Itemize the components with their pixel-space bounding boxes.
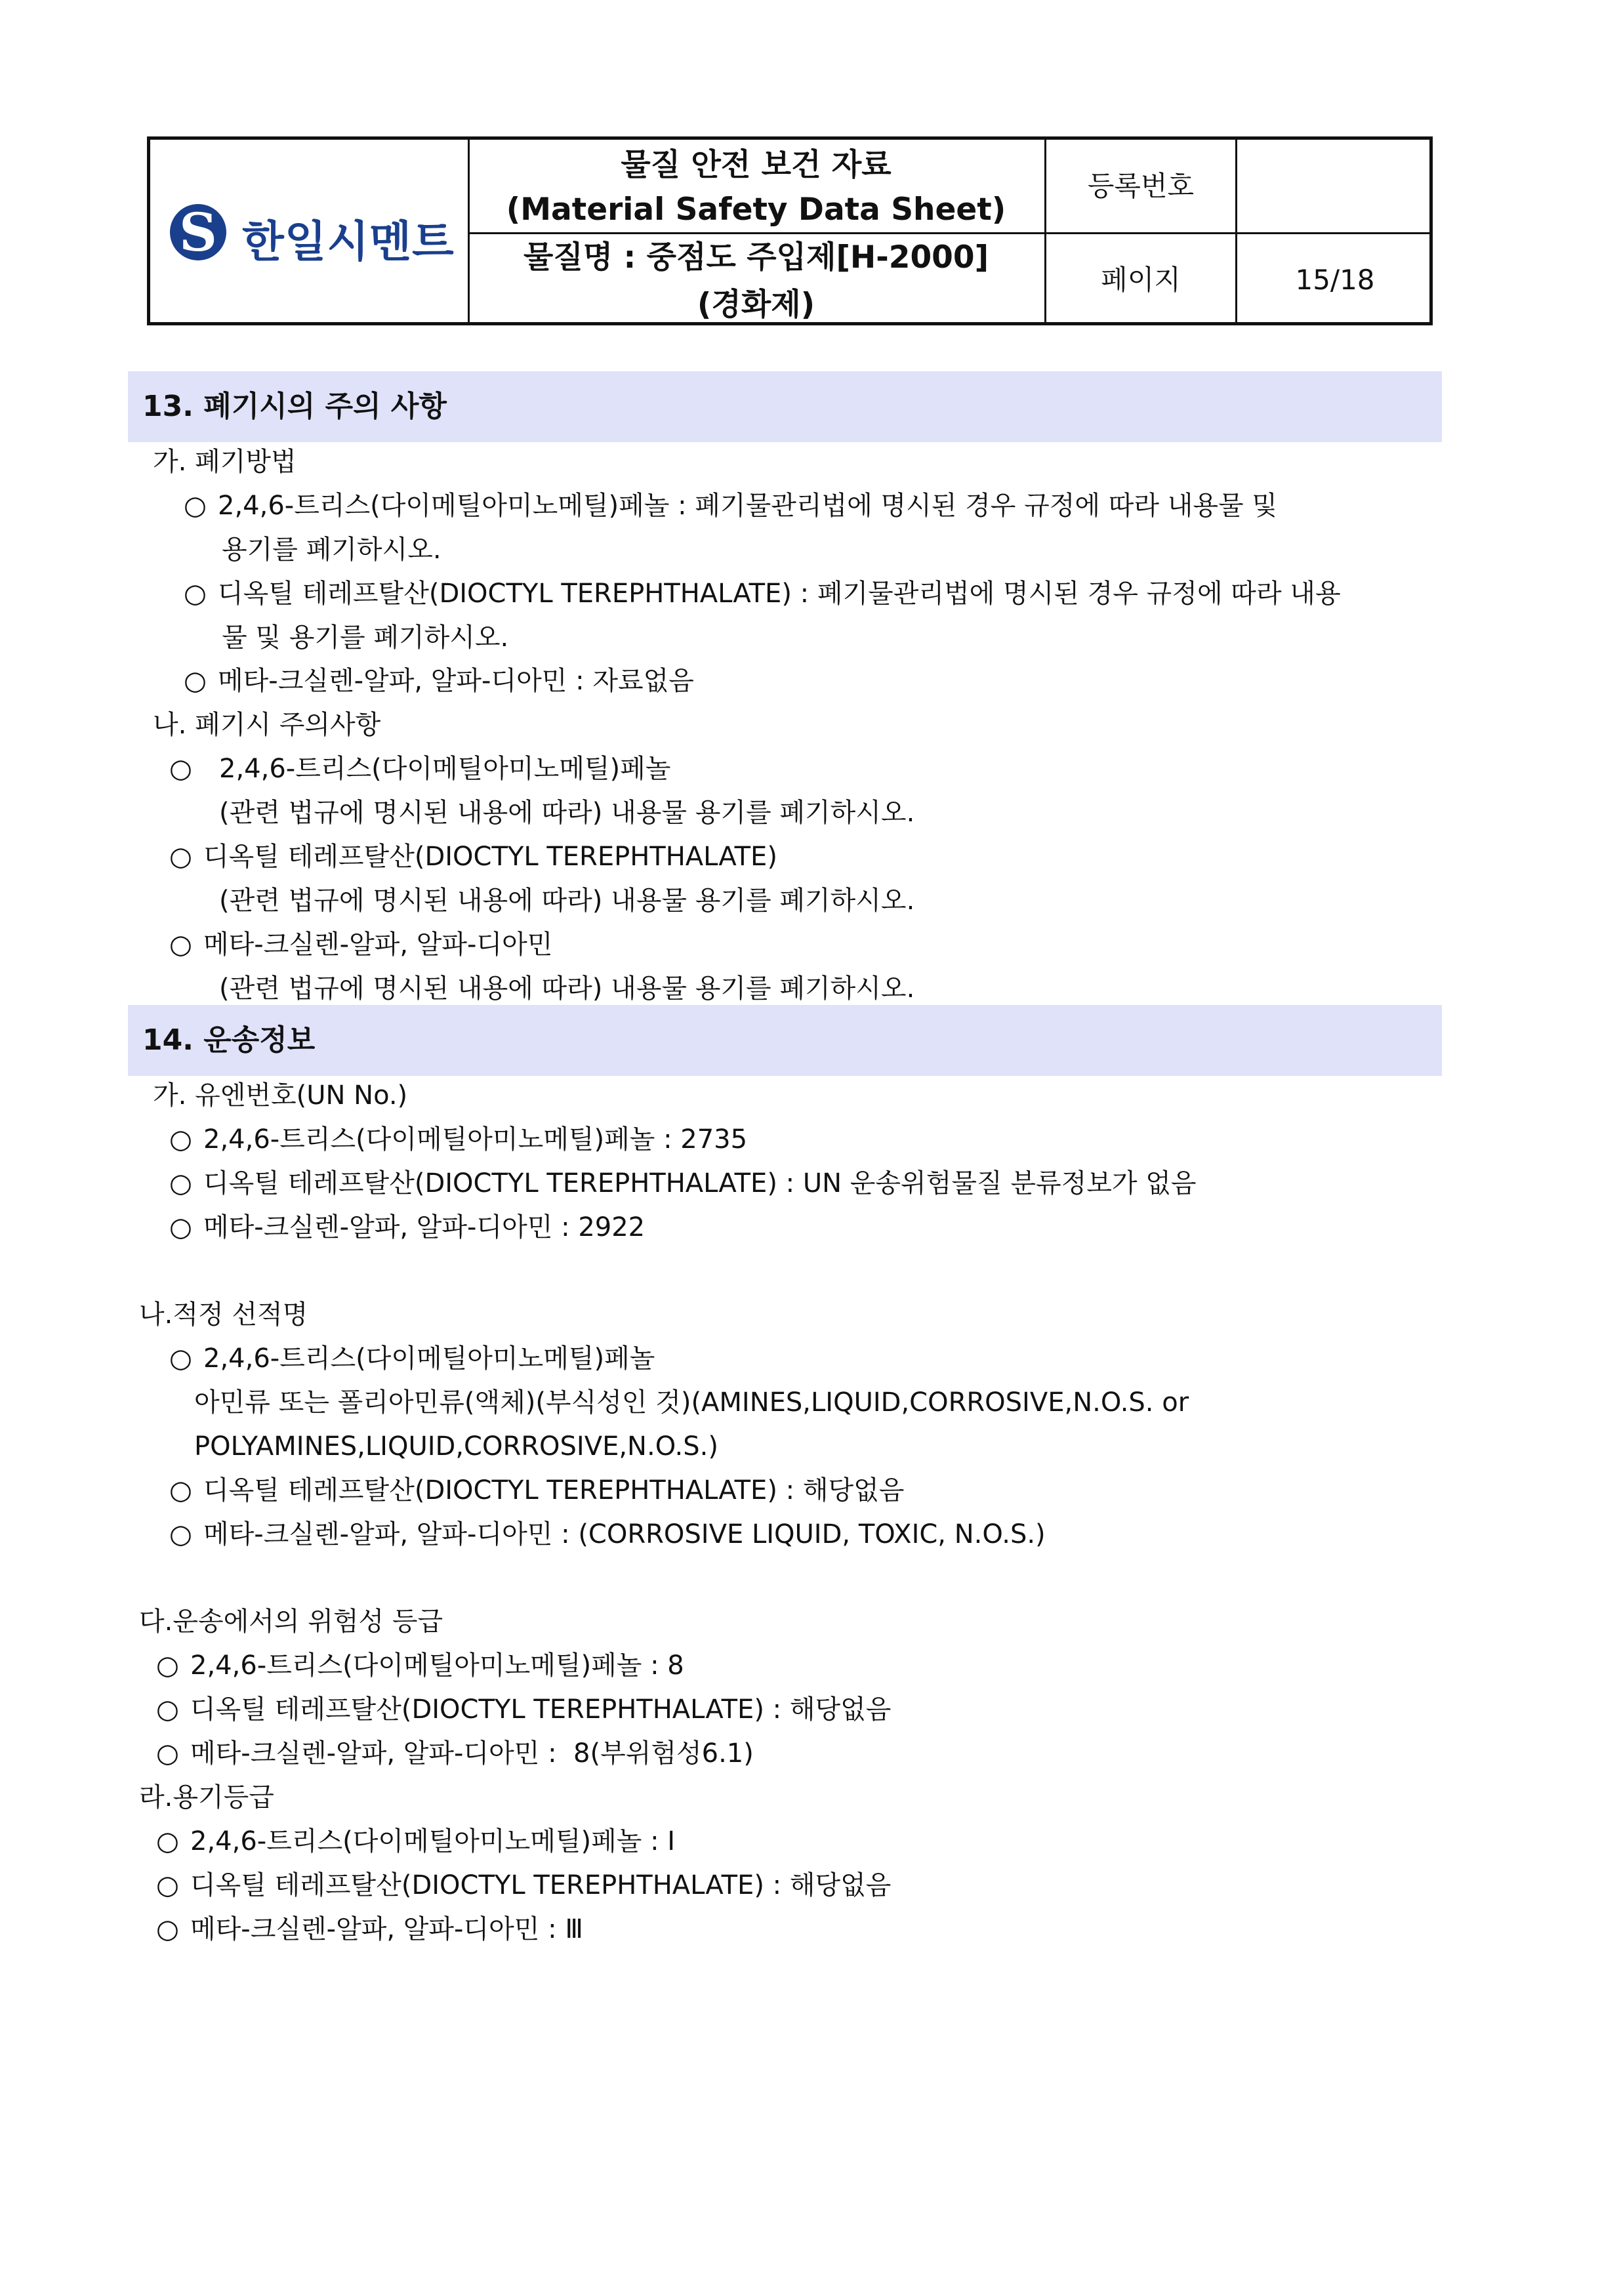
bullet-icon: ○ [156,1914,179,1944]
section-13-title: 13. 폐기시의 주의 사항 [142,390,447,423]
sec13-b-title: 나. 폐기시 주의사항 [153,710,381,740]
bullet-icon: ○ [156,1738,179,1769]
list-item: ○ 메타-크실렌-알파, 알파-디아민 : (CORROSIVE LIQUID, TOXIC, N.O.S.) [169,1515,1046,1554]
bullet-icon: ○ [156,1694,179,1725]
bullet-icon: ○ [169,754,192,784]
sec14-c-title: 다.운송에서의 위험성 등급 [139,1607,443,1637]
bullet-icon: ○ [156,1650,179,1681]
bullet-icon: ○ [184,666,207,696]
list-item: ○ 메타-크실렌-알파, 알파-디아민 : 2922 [169,1208,645,1247]
list-item: ○ 2,4,6-트리스(다이메틸아미노메틸)페놀 : 8 [156,1646,684,1685]
product-line1: 물질명 : 중점도 주입제[H-2000] [523,239,989,276]
title-ko: 물질 안전 보건 자료 [621,147,892,183]
bullet-icon: ○ [169,1124,192,1155]
reg-number-value [1237,140,1433,232]
bullet-icon: ○ [169,1168,192,1199]
list-item: ○ 2,4,6-트리스(다이메틸아미노메틸)페놀 : Ⅰ [156,1822,675,1861]
list-item: ○ 2,4,6-트리스(다이메틸아미노메틸)페놀 : 폐기물관리법에 명시된 경우 규정에 따라 내용물 및 [184,486,1277,525]
list-item: ○ 메타-크실렌-알파, 알파-디아민 [169,925,552,964]
list-item: ○ 메타-크실렌-알파, 알파-디아민 : 자료없음 [184,661,694,701]
logo-s-icon: S [170,204,226,260]
sec13-a-title: 가. 폐기방법 [153,447,297,477]
bullet-icon: ○ [169,842,192,872]
list-item-cont: 용기를 폐기하시오. [222,535,441,565]
product-name [468,234,1044,329]
header-table [147,136,1433,325]
bullet-icon: ○ [169,1343,192,1374]
reg-number-label: 등록번호 [1087,170,1195,202]
list-item: ○ 메타-크실렌-알파, 알파-디아민 : 8(부위험성6.1) [156,1734,754,1773]
bullet-icon: ○ [156,1826,179,1856]
list-item: ○ 디옥틸 테레프탈산(DIOCTYL TEREPHTHALATE) : 해당없음 [156,1690,891,1729]
list-item: ○ 2,4,6-트리스(다이메틸아미노메틸)페놀 : 2735 [169,1120,747,1159]
sec14-b-title: 나.적정 선적명 [139,1300,308,1330]
list-item-cont: (관련 법규에 명시된 내용에 따라) 내용물 용기를 폐기하시오. [219,974,915,1004]
sec14-a-title: 가. 유엔번호(UN No.) [153,1080,408,1111]
document-title [468,140,1044,234]
title-en: (Material Safety Data Sheet) [506,192,1006,228]
bullet-icon: ○ [169,930,192,960]
list-item: ○ 디옥틸 테레프탈산(DIOCTYL TEREPHTHALATE) : 해당없음 [156,1866,891,1905]
list-item: ○ 디옥틸 테레프탈산(DIOCTYL TEREPHTHALATE) : UN 운송위험물질 분류정보가 없음 [169,1164,1197,1203]
sec14-d-title: 라.용기등급 [139,1782,274,1813]
list-item-cont: POLYAMINES,LIQUID,CORROSIVE,N.O.S.) [194,1431,718,1462]
list-item: ○ 2,4,6-트리스(다이메틸아미노메틸)페놀 [169,749,670,789]
list-item: ○ 디옥틸 테레프탈산(DIOCTYL TEREPHTHALATE) : 폐기물관리법에 명시된 경우 규정에 따라 내용 [184,574,1341,613]
page-number: 15/18 [1295,264,1375,296]
section-14-header [128,1005,1442,1076]
list-item: ○ 디옥틸 테레프탈산(DIOCTYL TEREPHTHALATE) : 해당없음 [169,1471,904,1510]
bullet-icon: ○ [169,1475,192,1506]
list-item: ○ 2,4,6-트리스(다이메틸아미노메틸)페놀 [169,1339,655,1378]
section-13-header [128,371,1442,442]
page-label: 페이지 [1101,264,1181,296]
list-item: ○ 디옥틸 테레프탈산(DIOCTYL TEREPHTHALATE) [169,837,777,876]
list-item-cont: 아민류 또는 폴리아민류(액체)(부식성인 것)(AMINES,LIQUID,CORROSIVE,N.O.S. or [194,1387,1189,1418]
logo-text: 한일시멘트 [242,216,455,267]
bullet-icon: ○ [169,1519,192,1549]
list-item: ○ 메타-크실렌-알파, 알파-디아민 : Ⅲ [156,1910,583,1949]
company-logo [170,201,455,267]
bullet-icon: ○ [156,1870,179,1900]
list-item-cont: 물 및 용기를 폐기하시오. [222,623,509,653]
bullet-icon: ○ [184,579,207,609]
bullet-icon: ○ [169,1212,192,1242]
list-item-cont: (관련 법규에 명시된 내용에 따라) 내용물 용기를 폐기하시오. [219,886,915,916]
product-line2: (경화제) [697,287,815,323]
list-item-cont: (관련 법규에 명시된 내용에 따라) 내용물 용기를 폐기하시오. [219,798,915,828]
bullet-icon: ○ [184,491,207,521]
section-14-title: 14. 운송정보 [142,1023,316,1057]
